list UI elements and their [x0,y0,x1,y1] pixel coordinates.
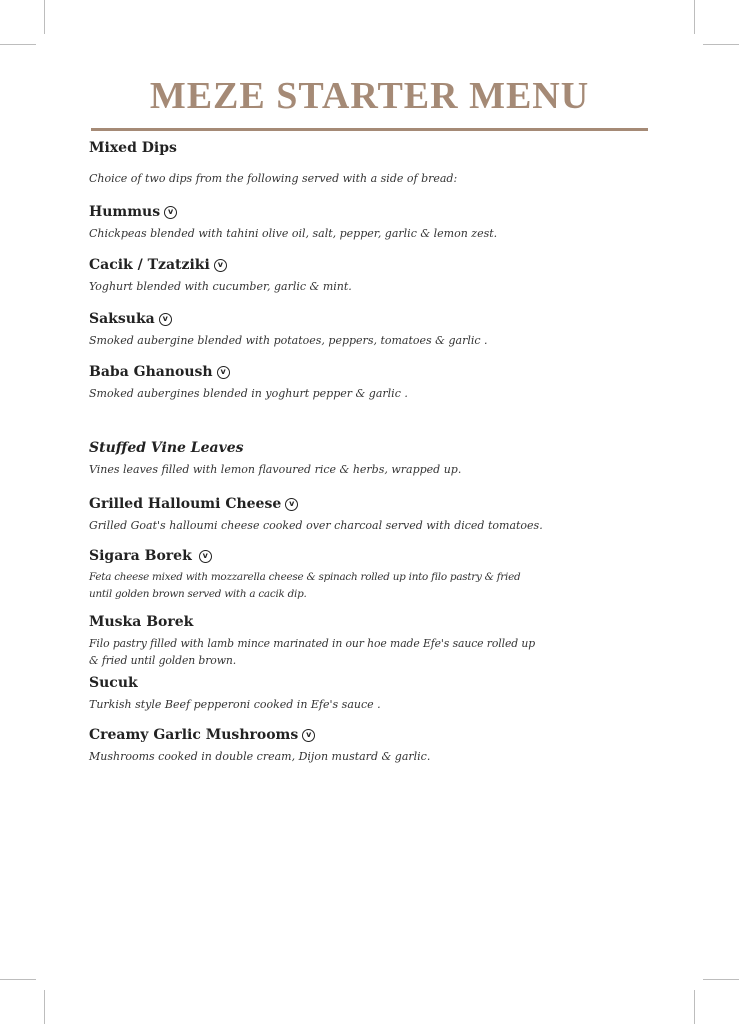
crop-mark-bottom-left-vertical [44,990,45,1024]
item-name: Mixed Dips [89,140,177,156]
vegetarian-icon: v [199,550,212,563]
vegetarian-icon: v [159,313,172,326]
crop-mark-top-right-horizontal [703,44,739,45]
page-title: MEZE STARTER MENU [149,75,590,117]
title-divider [91,128,648,131]
menu-item-hummus [89,203,559,242]
item-name: Saksuka [89,311,155,327]
menu-item-stuffed-vine-leaves [89,439,559,478]
item-name: Sucuk [89,675,138,691]
item-description: Smoked aubergines blended in yoghurt pepper & garlic . [89,387,408,400]
menu-item-cacik [89,256,559,295]
menu-item-saksuka [89,310,559,349]
vegetarian-icon: v [285,498,298,511]
item-name: Grilled Halloumi Cheese [89,496,282,512]
item-description: Turkish style Beef pepperoni cooked in Efe's sauce . [89,698,381,711]
item-name: Hummus [89,204,161,220]
crop-mark-top-right-vertical [694,0,695,34]
item-description: Filo pastry filled with lamb mince marinated in our hoe made Efe's sauce rolled up & fried until golden brown. [89,637,536,667]
menu-item-sigara-borek [89,547,559,603]
crop-mark-top-left-vertical [44,0,45,34]
item-name: Sigara Borek [89,548,192,564]
menu-item-garlic-mushrooms [89,726,559,765]
item-description: Yoghurt blended with cucumber, garlic & mint. [89,280,352,293]
menu-item-halloumi [89,495,559,534]
vegetarian-icon: v [217,366,230,379]
menu-item-mixed-dips [89,139,559,187]
menu-item-baba-ghanoush [89,363,559,402]
crop-mark-bottom-left-horizontal [0,979,36,980]
item-description: Smoked aubergine blended with potatoes, peppers, tomatoes & garlic . [89,334,488,347]
vegetarian-icon: v [164,206,177,219]
crop-mark-top-left-horizontal [0,44,36,45]
item-description: Feta cheese mixed with mozzarella cheese & spinach rolled up into filo pastry & fried until golden brown served with a cacik dip. [89,571,521,600]
item-name: Stuffed Vine Leaves [89,440,244,456]
item-name: Baba Ghanoush [89,364,213,380]
item-description: Grilled Goat's halloumi cheese cooked over charcoal served with diced tomatoes. [89,519,543,532]
menu-item-sucuk [89,674,559,713]
menu-item-muska-borek [89,613,559,669]
crop-mark-bottom-right-vertical [694,990,695,1024]
item-name: Cacik / Tzatziki [89,257,210,273]
item-name: Creamy Garlic Mushrooms [89,727,299,743]
item-name: Muska Borek [89,614,194,630]
item-description: Vines leaves filled with lemon flavoured rice & herbs, wrapped up. [89,463,462,476]
vegetarian-icon: v [214,259,227,272]
item-description: Chickpeas blended with tahini olive oil, salt, pepper, garlic & lemon zest. [89,227,498,240]
crop-mark-bottom-right-horizontal [703,979,739,980]
item-description: Mushrooms cooked in double cream, Dijon mustard & garlic. [89,750,431,763]
vegetarian-icon: v [302,729,315,742]
item-description: Choice of two dips from the following served with a side of bread: [89,172,458,185]
